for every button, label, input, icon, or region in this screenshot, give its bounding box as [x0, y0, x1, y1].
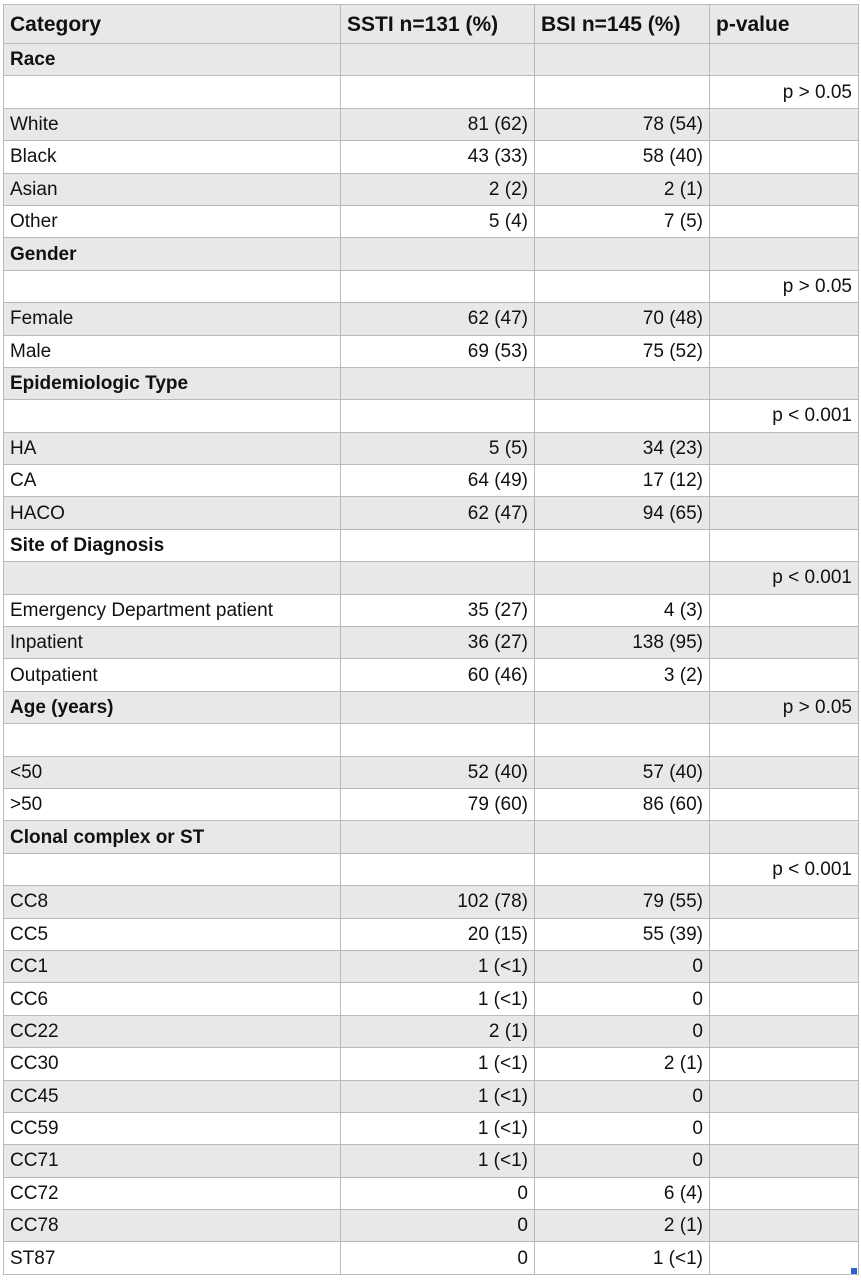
p-value-cell[interactable] [710, 1080, 859, 1112]
table-body [4, 44, 859, 1275]
p-value-cell[interactable] [710, 497, 859, 529]
p-value-cell[interactable] [710, 465, 859, 497]
table-row [4, 1048, 859, 1080]
bsi-cell[interactable]: 86 (60) [535, 788, 710, 820]
category-cell[interactable]: Site of Diagnosis [4, 529, 341, 561]
category-cell[interactable]: Inpatient [4, 627, 341, 659]
ssti-cell[interactable] [341, 821, 535, 853]
table-row [4, 918, 859, 950]
table-row [4, 594, 859, 626]
p-value-cell[interactable] [710, 432, 859, 464]
ssti-cell[interactable] [341, 238, 535, 270]
bsi-cell[interactable] [535, 367, 710, 399]
selection-fill-handle[interactable] [851, 1268, 857, 1274]
table-row [4, 1080, 859, 1112]
bsi-cell[interactable]: 1 (<1) [535, 1242, 710, 1274]
category-cell[interactable]: HACO [4, 497, 341, 529]
p-value-cell[interactable] [710, 108, 859, 140]
ssti-cell[interactable] [341, 529, 535, 561]
category-cell[interactable]: Female [4, 303, 341, 335]
table-row [4, 1015, 859, 1047]
bsi-cell[interactable]: 0 [535, 983, 710, 1015]
table-row [4, 141, 859, 173]
table-row [4, 270, 859, 302]
p-value-cell[interactable] [710, 886, 859, 918]
p-value-cell[interactable] [710, 44, 859, 76]
ssti-cell[interactable] [341, 44, 535, 76]
p-value-cell[interactable]: p > 0.05 [710, 76, 859, 108]
bsi-cell[interactable]: 0 [535, 1080, 710, 1112]
bsi-cell[interactable]: 4 (3) [535, 594, 710, 626]
table-row [4, 724, 859, 756]
p-value-cell[interactable]: p > 0.05 [710, 691, 859, 723]
bsi-cell[interactable]: 57 (40) [535, 756, 710, 788]
p-value-cell[interactable] [710, 303, 859, 335]
ssti-cell[interactable]: 35 (27) [341, 594, 535, 626]
p-value-cell[interactable] [710, 1177, 859, 1209]
category-cell[interactable]: Other [4, 205, 341, 237]
header-bsi[interactable]: BSI n=145 (%) [535, 5, 710, 44]
p-value-cell[interactable] [710, 1015, 859, 1047]
bsi-cell[interactable]: 7 (5) [535, 205, 710, 237]
p-value-cell[interactable] [710, 983, 859, 1015]
category-cell[interactable]: Black [4, 141, 341, 173]
table-row [4, 497, 859, 529]
category-cell[interactable]: CC78 [4, 1210, 341, 1242]
p-value-cell[interactable] [710, 238, 859, 270]
bsi-cell[interactable] [535, 724, 710, 756]
ssti-cell[interactable]: 1 (<1) [341, 1112, 535, 1144]
category-cell[interactable] [4, 270, 341, 302]
header-ssti[interactable]: SSTI n=131 (%) [341, 5, 535, 44]
category-cell[interactable]: CC45 [4, 1080, 341, 1112]
p-value-cell[interactable] [710, 1145, 859, 1177]
bsi-cell[interactable] [535, 853, 710, 885]
ssti-cell[interactable]: 0 [341, 1242, 535, 1274]
bsi-cell[interactable]: 0 [535, 1015, 710, 1047]
bsi-cell[interactable]: 2 (1) [535, 173, 710, 205]
p-value-cell[interactable] [710, 335, 859, 367]
table-row [4, 659, 859, 691]
p-value-cell[interactable]: p < 0.001 [710, 400, 859, 432]
bsi-cell[interactable]: 0 [535, 950, 710, 982]
table-row [4, 756, 859, 788]
category-cell[interactable]: <50 [4, 756, 341, 788]
p-value-cell[interactable] [710, 821, 859, 853]
header-category[interactable]: Category [4, 5, 341, 44]
p-value-cell[interactable]: p < 0.001 [710, 562, 859, 594]
category-cell[interactable] [4, 853, 341, 885]
bsi-cell[interactable]: 75 (52) [535, 335, 710, 367]
p-value-cell[interactable] [710, 659, 859, 691]
category-cell[interactable] [4, 562, 341, 594]
table-row [4, 1177, 859, 1209]
ssti-cell[interactable]: 1 (<1) [341, 1145, 535, 1177]
p-value-cell[interactable] [710, 367, 859, 399]
category-cell[interactable] [4, 76, 341, 108]
table-row [4, 76, 859, 108]
category-cell[interactable]: CA [4, 465, 341, 497]
ssti-cell[interactable] [341, 853, 535, 885]
category-cell[interactable]: Epidemiologic Type [4, 367, 341, 399]
category-cell[interactable]: CC5 [4, 918, 341, 950]
bsi-cell[interactable]: 6 (4) [535, 1177, 710, 1209]
p-value-cell[interactable] [710, 1242, 859, 1274]
table-row [4, 465, 859, 497]
table-row [4, 983, 859, 1015]
bsi-cell[interactable] [535, 821, 710, 853]
ssti-cell[interactable]: 81 (62) [341, 108, 535, 140]
section-row [4, 44, 859, 76]
table-row [4, 1112, 859, 1144]
category-cell[interactable]: CC8 [4, 886, 341, 918]
section-row [4, 821, 859, 853]
p-value-cell[interactable] [710, 1210, 859, 1242]
table-row [4, 1145, 859, 1177]
table-row [4, 886, 859, 918]
category-cell[interactable]: CC22 [4, 1015, 341, 1047]
ssti-cell[interactable]: 62 (47) [341, 303, 535, 335]
category-cell[interactable]: Outpatient [4, 659, 341, 691]
ssti-cell[interactable] [341, 400, 535, 432]
bsi-cell[interactable]: 0 [535, 1145, 710, 1177]
ssti-cell[interactable] [341, 691, 535, 723]
ssti-cell[interactable]: 62 (47) [341, 497, 535, 529]
bsi-cell[interactable]: 94 (65) [535, 497, 710, 529]
bsi-cell[interactable]: 79 (55) [535, 886, 710, 918]
table-row [4, 205, 859, 237]
table-row [4, 1242, 859, 1274]
category-cell[interactable]: CC1 [4, 950, 341, 982]
table-row [4, 950, 859, 982]
ssti-cell[interactable] [341, 562, 535, 594]
table-row [4, 173, 859, 205]
section-row [4, 529, 859, 561]
bsi-cell[interactable] [535, 76, 710, 108]
ssti-cell[interactable]: 20 (15) [341, 918, 535, 950]
ssti-cell[interactable]: 52 (40) [341, 756, 535, 788]
ssti-cell[interactable]: 1 (<1) [341, 1048, 535, 1080]
p-value-cell[interactable] [710, 1112, 859, 1144]
bsi-cell[interactable]: 3 (2) [535, 659, 710, 691]
category-cell[interactable]: CC30 [4, 1048, 341, 1080]
ssti-cell[interactable]: 43 (33) [341, 141, 535, 173]
table-row [4, 400, 859, 432]
ssti-cell[interactable]: 102 (78) [341, 886, 535, 918]
table-row [4, 1210, 859, 1242]
bsi-cell[interactable]: 78 (54) [535, 108, 710, 140]
table-row [4, 562, 859, 594]
section-row [4, 691, 859, 723]
category-cell[interactable]: CC6 [4, 983, 341, 1015]
ssti-cell[interactable]: 1 (<1) [341, 1080, 535, 1112]
ssti-cell[interactable]: 2 (2) [341, 173, 535, 205]
ssti-cell[interactable]: 69 (53) [341, 335, 535, 367]
ssti-cell[interactable]: 5 (4) [341, 205, 535, 237]
p-value-cell[interactable] [710, 173, 859, 205]
p-value-cell[interactable] [710, 627, 859, 659]
category-cell[interactable]: Clonal complex or ST [4, 821, 341, 853]
p-value-cell[interactable] [710, 918, 859, 950]
category-cell[interactable]: Male [4, 335, 341, 367]
ssti-cell[interactable]: 1 (<1) [341, 950, 535, 982]
bsi-cell[interactable]: 55 (39) [535, 918, 710, 950]
table-row [4, 788, 859, 820]
category-cell[interactable] [4, 400, 341, 432]
table-row [4, 335, 859, 367]
p-value-cell[interactable] [710, 788, 859, 820]
bsi-cell[interactable] [535, 44, 710, 76]
category-cell[interactable]: HA [4, 432, 341, 464]
category-cell[interactable]: CC71 [4, 1145, 341, 1177]
bsi-cell[interactable] [535, 238, 710, 270]
header-row [4, 5, 859, 44]
category-cell[interactable]: Age (years) [4, 691, 341, 723]
ssti-cell[interactable] [341, 367, 535, 399]
data-table [3, 4, 859, 1275]
ssti-cell[interactable]: 1 (<1) [341, 983, 535, 1015]
section-row [4, 367, 859, 399]
p-value-cell[interactable] [710, 205, 859, 237]
ssti-cell[interactable]: 5 (5) [341, 432, 535, 464]
bsi-cell[interactable]: 70 (48) [535, 303, 710, 335]
table-row [4, 627, 859, 659]
bsi-cell[interactable]: 17 (12) [535, 465, 710, 497]
bsi-cell[interactable]: 58 (40) [535, 141, 710, 173]
p-value-cell[interactable] [710, 141, 859, 173]
bsi-cell[interactable] [535, 562, 710, 594]
bsi-cell[interactable]: 2 (1) [535, 1048, 710, 1080]
category-cell[interactable]: White [4, 108, 341, 140]
category-cell[interactable]: ST87 [4, 1242, 341, 1274]
category-cell[interactable] [4, 724, 341, 756]
ssti-cell[interactable]: 64 (49) [341, 465, 535, 497]
bsi-cell[interactable]: 138 (95) [535, 627, 710, 659]
ssti-cell[interactable]: 0 [341, 1210, 535, 1242]
p-value-cell[interactable] [710, 594, 859, 626]
category-cell[interactable]: >50 [4, 788, 341, 820]
p-value-cell[interactable] [710, 724, 859, 756]
ssti-cell[interactable]: 36 (27) [341, 627, 535, 659]
p-value-cell[interactable]: p > 0.05 [710, 270, 859, 302]
category-cell[interactable]: Race [4, 44, 341, 76]
ssti-cell[interactable]: 0 [341, 1177, 535, 1209]
p-value-cell[interactable] [710, 529, 859, 561]
p-value-cell[interactable]: p < 0.001 [710, 853, 859, 885]
ssti-cell[interactable]: 2 (1) [341, 1015, 535, 1047]
ssti-cell[interactable] [341, 724, 535, 756]
p-value-cell[interactable] [710, 950, 859, 982]
ssti-cell[interactable]: 60 (46) [341, 659, 535, 691]
bsi-cell[interactable]: 34 (23) [535, 432, 710, 464]
p-value-cell[interactable] [710, 756, 859, 788]
table-row [4, 432, 859, 464]
bsi-cell[interactable] [535, 691, 710, 723]
bsi-cell[interactable] [535, 400, 710, 432]
table-row [4, 108, 859, 140]
p-value-cell[interactable] [710, 1048, 859, 1080]
header-p-value[interactable]: p-value [710, 5, 859, 44]
ssti-cell[interactable] [341, 76, 535, 108]
category-cell[interactable]: Asian [4, 173, 341, 205]
ssti-cell[interactable] [341, 270, 535, 302]
category-cell[interactable]: Gender [4, 238, 341, 270]
category-cell[interactable]: CC59 [4, 1112, 341, 1144]
bsi-cell[interactable] [535, 529, 710, 561]
ssti-cell[interactable]: 79 (60) [341, 788, 535, 820]
bsi-cell[interactable]: 2 (1) [535, 1210, 710, 1242]
category-cell[interactable]: CC72 [4, 1177, 341, 1209]
category-cell[interactable]: Emergency Department patient [4, 594, 341, 626]
section-row [4, 238, 859, 270]
bsi-cell[interactable] [535, 270, 710, 302]
table-row [4, 853, 859, 885]
table-row [4, 303, 859, 335]
bsi-cell[interactable]: 0 [535, 1112, 710, 1144]
